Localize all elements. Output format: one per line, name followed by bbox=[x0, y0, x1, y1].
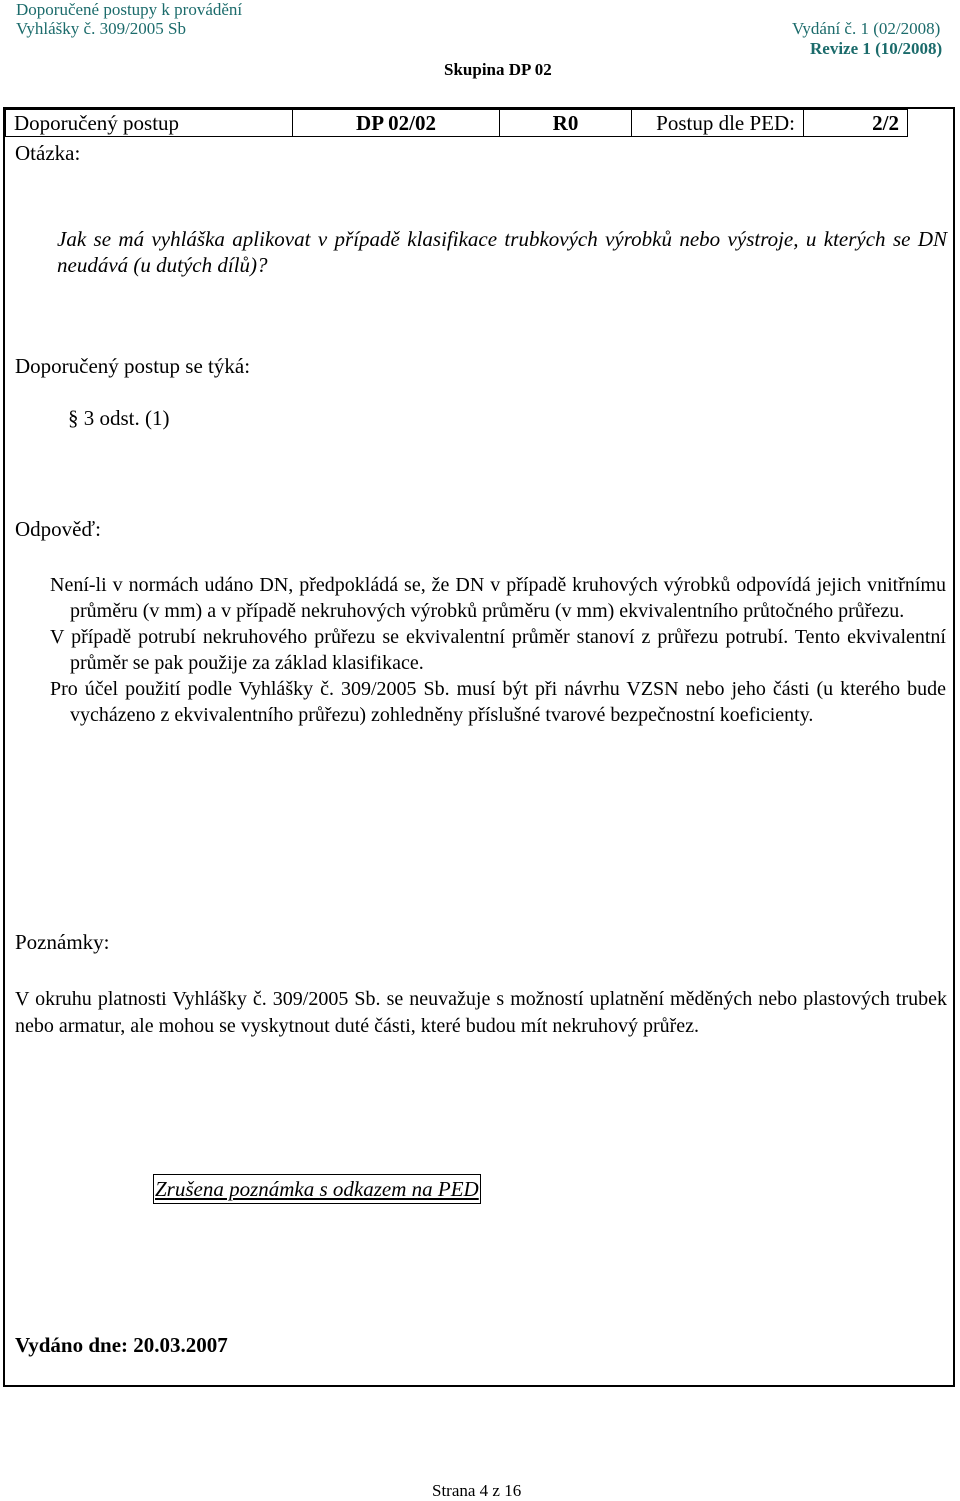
applies-label: Doporučený postup se týká: bbox=[15, 354, 251, 378]
answer-label: Odpověď: bbox=[15, 517, 101, 541]
answer-paragraph: Pro účel použití podle Vyhlášky č. 309/2005 Sb. musí být při návrhu VZSN nebo jeho části (u kterého bude vycházeno z ekvivalentního průřezu) zohledněny příslušné tvarové bezpečnostní koeficienty. bbox=[50, 678, 946, 726]
question-label: Otázka: bbox=[15, 141, 81, 165]
procedure-label: Doporučený postup bbox=[6, 110, 293, 137]
revision-code: R0 bbox=[500, 110, 632, 137]
cancelled-note: Zrušena poznámka s odkazem na PED bbox=[153, 1174, 481, 1204]
issue-number: Vydání č. 1 (02/2008) bbox=[792, 19, 941, 38]
applies-item bbox=[68, 406, 170, 431]
section-sign-icon: § bbox=[68, 406, 79, 430]
revision-number: Revize 1 (10/2008) bbox=[810, 39, 943, 58]
notes-label: Poznámky: bbox=[15, 930, 110, 954]
group-label: Skupina DP 02 bbox=[444, 60, 552, 79]
procedure-code: DP 02/02 bbox=[293, 110, 500, 137]
doc-title: Doporučené postupy k provádění bbox=[16, 0, 243, 19]
ped-value: 2/2 bbox=[804, 110, 908, 137]
answer-paragraph: Není-li v normách udáno DN, předpokládá se, že DN v případě kruhových výrobků odpovídá jejich vnitřnímu průměru (v mm) a v případě nekruhových výrobků průměru (v mm) ekvivalentního průtočného průřezu. bbox=[50, 574, 946, 622]
answer-body bbox=[50, 572, 946, 728]
law-reference: Vyhlášky č. 309/2005 Sb bbox=[16, 19, 186, 38]
notes-text: V okruhu platnosti Vyhlášky č. 309/2005 Sb. se neuvažuje s možností uplatnění měděných nebo plastových trubek nebo armatur, ale mohou se vyskytnout duté části, které budou mít nekruhový průřez. bbox=[15, 988, 947, 1037]
ped-label: Postup dle PED: bbox=[632, 110, 804, 137]
answer-paragraph: V případě potrubí nekruhového průřezu se ekvivalentní průměr stanoví z průřezu potrubí. Tento ekvivalentní průměr se pak použije za základ klasifikace. bbox=[50, 626, 946, 674]
procedure-info-table bbox=[5, 109, 908, 137]
applies-item-text: 3 odst. (1) bbox=[83, 406, 170, 430]
page-number: Strana 4 z 16 bbox=[432, 1481, 522, 1500]
question-text: Jak se má vyhláška aplikovat v případě klasifikace trubkových výrobků nebo výstroje, u kterých se DN neudává (u dutých dílů)? bbox=[57, 227, 947, 277]
issued-date: Vydáno dne: 20.03.2007 bbox=[15, 1333, 228, 1357]
